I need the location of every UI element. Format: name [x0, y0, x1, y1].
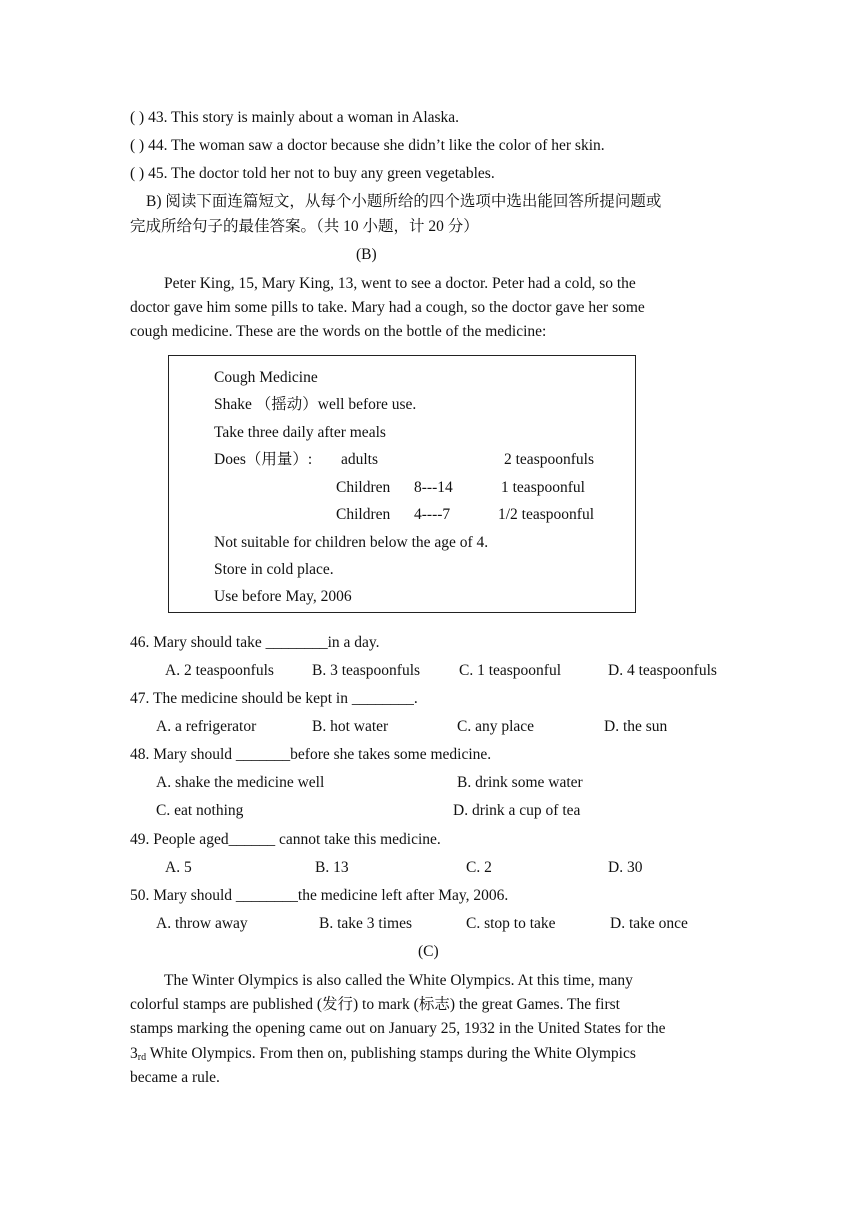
dose-row-children-2-who: Children	[336, 506, 391, 523]
ordinal-suffix: rd	[137, 1052, 147, 1063]
dose-row-children-1-who: Children	[336, 479, 391, 496]
passage-c-line5: became a rule.	[130, 1069, 220, 1086]
label-title: Cough Medicine	[214, 369, 318, 386]
dose-row-children-2-dose: 1/2 teaspoonful	[498, 506, 594, 523]
label-take: Take three daily after meals	[214, 424, 386, 441]
section-b-heading: (B)	[356, 246, 377, 263]
label-does: Does（用量）:	[214, 451, 313, 468]
passage-c-line4-text: White Olympics. From then on, publishing stamps during the White Olympics	[146, 1045, 636, 1062]
dose-row-children-1-dose: 1 teaspoonful	[501, 479, 585, 496]
question-50-option-c: C. stop to take	[466, 915, 556, 932]
question-46-option-b: B. 3 teaspoonfuls	[312, 662, 421, 679]
dose-row-adults-who: adults	[341, 451, 379, 468]
question-46-stem: 46. Mary should take ________in a day.	[130, 634, 380, 651]
dose-row-children-1-age: 8---14	[414, 479, 453, 496]
question-49-option-b: B. 13	[315, 859, 349, 876]
section-b-instruction-line1: B) 阅读下面连篇短文，从每个小题所给的四个选项中选出能回答所提问题或	[146, 193, 662, 210]
tf-question-44: ( ) 44. The woman saw a doctor because she didn’t like the color of her skin.	[130, 137, 605, 154]
question-48-stem: 48. Mary should _______before she takes some medicine.	[130, 746, 492, 763]
question-48-option-c: C. eat nothing	[156, 802, 244, 819]
passage-b-line2: doctor gave him some pills to take. Mary had a cough, so the doctor gave her some	[130, 299, 645, 316]
question-46-option-d: D. 4 teaspoonfuls	[608, 662, 717, 679]
question-47-option-d: D. the sun	[604, 718, 668, 735]
passage-b-line3: cough medicine. These are the words on the bottle of the medicine:	[130, 323, 547, 340]
label-use-before: Use before May, 2006	[214, 588, 352, 605]
tf-question-45: ( ) 45. The doctor told her not to buy any green vegetables.	[130, 165, 495, 182]
dose-row-adults-dose: 2 teaspoonfuls	[504, 451, 594, 468]
question-47-option-c: C. any place	[457, 718, 535, 735]
question-48-option-b: B. drink some water	[457, 774, 583, 791]
label-shake: Shake （摇动）well before use.	[214, 396, 417, 413]
passage-c-line2: colorful stamps are published (发行) to mark (标志) the great Games. The first	[130, 996, 620, 1013]
passage-c-line1: The Winter Olympics is also called the White Olympics. At this time, many	[164, 972, 633, 989]
question-50-option-a: A. throw away	[156, 915, 248, 932]
question-49-option-a: A. 5	[165, 859, 192, 876]
question-49-option-c: C. 2	[466, 859, 492, 876]
question-50-stem: 50. Mary should ________the medicine left after May, 2006.	[130, 887, 509, 904]
label-not-suitable: Not suitable for children below the age of 4.	[214, 534, 489, 551]
question-48-option-a: A. shake the medicine well	[156, 774, 325, 791]
question-48-option-d: D. drink a cup of tea	[453, 802, 581, 819]
label-store: Store in cold place.	[214, 561, 334, 578]
passage-c-line4	[130, 1044, 636, 1068]
question-47-stem: 47. The medicine should be kept in ________.	[130, 690, 418, 707]
question-47-option-b: B. hot water	[312, 718, 389, 735]
section-c-heading: (C)	[418, 943, 439, 960]
section-b-instruction-line2: 完成所给句子的最佳答案。（共 10 小题，计 20 分）	[130, 218, 479, 235]
tf-question-43: ( ) 43. This story is mainly about a woman in Alaska.	[130, 109, 460, 126]
question-46-option-c: C. 1 teaspoonful	[459, 662, 562, 679]
ordinal-number: 3	[130, 1045, 138, 1062]
question-50-option-b: B. take 3 times	[319, 915, 412, 932]
question-47-option-a: A. a refrigerator	[156, 718, 257, 735]
passage-b-line1: Peter King, 15, Mary King, 13, went to see a doctor. Peter had a cold, so the	[164, 275, 636, 292]
question-49-stem: 49. People aged______ cannot take this medicine.	[130, 831, 441, 848]
passage-c-line3: stamps marking the opening came out on January 25, 1932 in the United States for the	[130, 1020, 666, 1037]
question-46-option-a: A. 2 teaspoonfuls	[165, 662, 274, 679]
question-50-option-d: D. take once	[610, 915, 688, 932]
question-49-option-d: D. 30	[608, 859, 643, 876]
dose-row-children-2-age: 4----7	[414, 506, 451, 523]
